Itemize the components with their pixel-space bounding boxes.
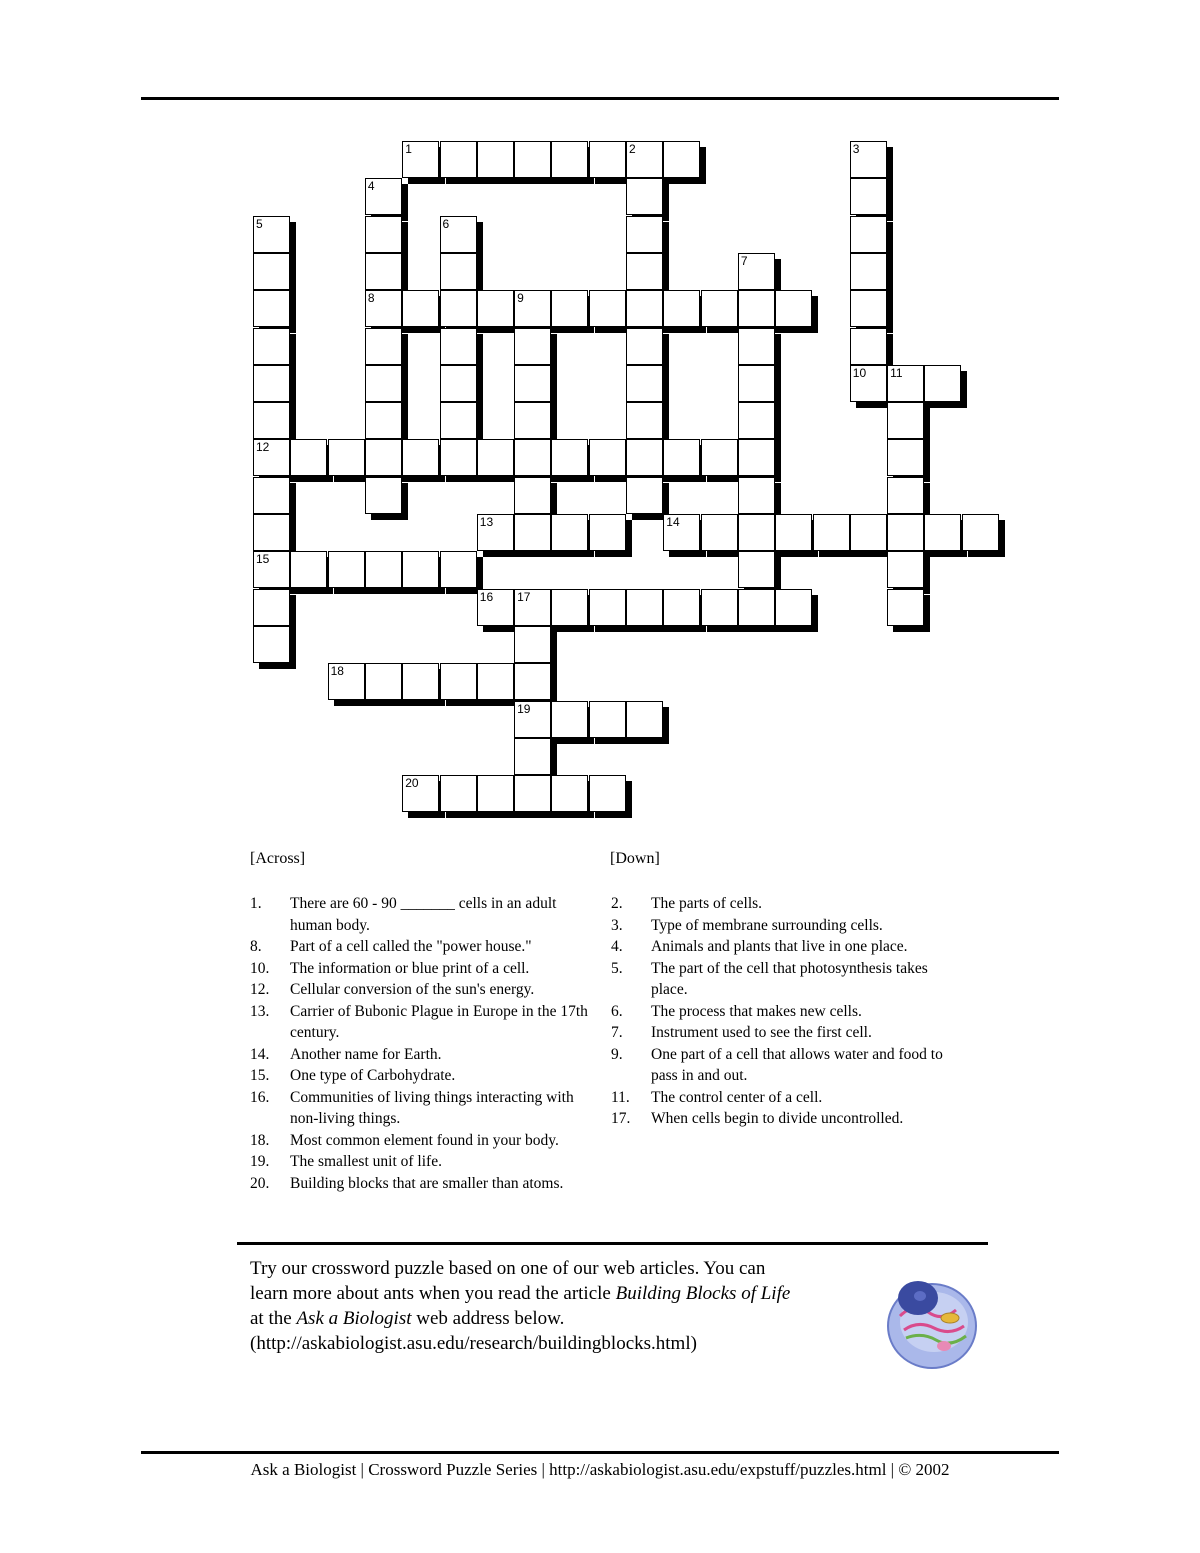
clue-item	[250, 1151, 590, 1173]
crossword-cell[interactable]	[365, 402, 402, 439]
crossword-cell[interactable]	[924, 514, 961, 551]
clue-item	[611, 1087, 961, 1109]
crossword-cell[interactable]	[551, 439, 588, 476]
clue-item	[250, 1130, 590, 1152]
crossword-cell[interactable]	[850, 290, 887, 327]
crossword-cell[interactable]	[440, 253, 477, 290]
clue-item	[611, 893, 961, 915]
crossword-cell[interactable]	[290, 439, 327, 476]
down-heading: [Down]	[610, 850, 660, 867]
crossword-cell[interactable]	[850, 141, 887, 178]
crossword-cell[interactable]	[887, 365, 924, 402]
crossword-cell[interactable]	[514, 701, 551, 738]
crossword-cell[interactable]	[887, 514, 924, 551]
clue-item	[611, 1001, 961, 1023]
clue-number: 15	[256, 552, 270, 567]
crossword-cell[interactable]	[663, 290, 700, 327]
clue-text: Most common element found in your body.	[290, 1131, 559, 1149]
promo-line-2: learn more about ants when you read the article Building Blocks of Life	[250, 1283, 791, 1304]
crossword-cell[interactable]	[589, 775, 626, 812]
clue-num: 12.	[250, 981, 270, 998]
crossword-cell[interactable]	[514, 439, 551, 476]
clue-item	[250, 1087, 590, 1130]
crossword-cell[interactable]	[738, 514, 775, 551]
crossword-cell[interactable]	[440, 290, 477, 327]
crossword-cell[interactable]	[850, 514, 887, 551]
crossword-cell[interactable]	[626, 253, 663, 290]
crossword-cell[interactable]	[626, 365, 663, 402]
clue-text: Communities of living things interacting with non-living things.	[290, 1088, 574, 1127]
bottom-rule	[141, 1451, 1059, 1454]
crossword-cell[interactable]	[738, 290, 775, 327]
crossword-cell[interactable]	[663, 439, 700, 476]
clue-text: The parts of cells.	[651, 895, 763, 912]
clue-num: 11.	[611, 1088, 630, 1106]
clue-text: One part of a cell that allows water and food to pass in and out.	[651, 1045, 943, 1084]
crossword-cell[interactable]	[850, 178, 887, 215]
clue-number: 17	[517, 589, 531, 604]
crossword-cell[interactable]	[738, 551, 775, 588]
clue-text: When cells begin to divide uncontrolled.	[651, 1110, 904, 1127]
crossword-cell[interactable]	[365, 477, 402, 514]
clue-text: The smallest unit of life.	[290, 1153, 442, 1170]
clue-number: 18	[330, 664, 344, 679]
page-footer: Ask a Biologist | Crossword Puzzle Series | http://askabiologist.asu.edu/expstuff/puzzles.html | © 2002	[250, 1460, 950, 1479]
crossword-cell[interactable]	[626, 589, 663, 626]
clue-num: 3.	[611, 916, 623, 934]
crossword-cell[interactable]	[589, 589, 626, 626]
crossword-cell[interactable]	[440, 328, 477, 365]
crossword-cell[interactable]	[589, 290, 626, 327]
clue-number: 16	[479, 589, 494, 604]
clue-text: Animals and plants that live in one place.	[651, 938, 908, 955]
crossword-cell[interactable]	[365, 439, 402, 476]
clue-text: Building blocks that are smaller than atoms.	[290, 1174, 564, 1192]
crossword-cell[interactable]	[738, 477, 775, 514]
crossword-cell[interactable]	[477, 663, 514, 700]
clue-num: 14.	[250, 1045, 270, 1063]
crossword-cell[interactable]	[663, 141, 700, 178]
crossword-cell[interactable]	[402, 775, 439, 812]
crossword-cell[interactable]	[551, 514, 588, 551]
crossword-cell[interactable]	[440, 775, 477, 812]
crossword-cell[interactable]	[626, 216, 663, 253]
crossword-cell[interactable]	[738, 253, 775, 290]
clue-number: 10	[852, 365, 867, 380]
crossword-cell[interactable]	[775, 589, 812, 626]
clue-number: 1	[405, 142, 412, 156]
crossword-cell[interactable]	[253, 328, 290, 365]
clue-number: 9	[517, 291, 524, 306]
clue-number: 19	[517, 701, 531, 716]
clue-num: 7.	[611, 1024, 623, 1041]
crossword-cell[interactable]	[813, 514, 850, 551]
crossword-cell[interactable]	[626, 701, 663, 738]
clue-item	[250, 1173, 590, 1195]
clue-item	[250, 1065, 590, 1087]
clue-num: 10.	[250, 959, 270, 977]
crossword-cell[interactable]	[738, 439, 775, 476]
crossword-cell[interactable]	[440, 439, 477, 476]
crossword-cell[interactable]	[738, 328, 775, 365]
crossword-cell[interactable]	[887, 439, 924, 476]
promo-text	[250, 1256, 890, 1356]
crossword-cell[interactable]	[402, 290, 439, 327]
crossword-cell[interactable]	[850, 328, 887, 365]
clue-num: 5.	[611, 959, 623, 977]
crossword-cell[interactable]	[589, 439, 626, 476]
crossword-cell[interactable]	[663, 514, 700, 551]
crossword-cell[interactable]	[514, 477, 551, 514]
crossword-cell[interactable]	[253, 551, 290, 588]
crossword-cell[interactable]	[962, 514, 999, 551]
crossword-cell[interactable]	[365, 290, 402, 327]
crossword-cell[interactable]	[440, 663, 477, 700]
crossword-cell[interactable]	[477, 514, 514, 551]
crossword-cell[interactable]	[589, 514, 626, 551]
crossword-cell[interactable]	[253, 439, 290, 476]
clue-item	[611, 958, 961, 1001]
crossword-cell[interactable]	[924, 365, 961, 402]
clue-number: 5	[256, 216, 263, 231]
clue-item	[611, 936, 961, 958]
crossword-cell[interactable]	[440, 551, 477, 588]
crossword-cell[interactable]	[477, 439, 514, 476]
crossword-cell[interactable]	[551, 589, 588, 626]
clue-text: The part of the cell that photosynthesis takes place.	[651, 959, 928, 998]
clue-item	[611, 915, 961, 937]
clue-item	[250, 979, 590, 1001]
crossword-cell[interactable]	[514, 738, 551, 775]
promo-line-1: Try our crossword puzzle based on one of our web articles. You can	[250, 1258, 766, 1279]
crossword-cell[interactable]	[626, 477, 663, 514]
clue-item	[611, 1022, 961, 1044]
crossword-cell[interactable]	[402, 141, 439, 178]
crossword-cell[interactable]	[514, 775, 551, 812]
clue-number: 14	[666, 515, 680, 529]
crossword-cell[interactable]	[365, 178, 402, 215]
crossword-cell[interactable]	[328, 551, 365, 588]
crossword-cell[interactable]	[477, 589, 514, 626]
clue-item	[250, 936, 590, 958]
crossword-cell[interactable]	[365, 253, 402, 290]
clue-item	[611, 1044, 961, 1087]
crossword-cell[interactable]	[328, 663, 365, 700]
clue-num: 1.	[250, 895, 262, 912]
clue-text: Cellular conversion of the sun's energy.	[290, 981, 535, 998]
crossword-cell[interactable]	[626, 328, 663, 365]
crossword-cell[interactable]	[477, 141, 514, 178]
crossword-cell[interactable]	[514, 141, 551, 178]
crossword-cell[interactable]	[514, 365, 551, 402]
crossword-cell[interactable]	[253, 402, 290, 439]
crossword-cell[interactable]	[514, 402, 551, 439]
crossword-cell[interactable]	[402, 551, 439, 588]
crossword-cell[interactable]	[626, 290, 663, 327]
crossword-cell[interactable]	[626, 439, 663, 476]
nucleolus	[914, 1291, 926, 1301]
clue-number: 6	[442, 216, 450, 231]
clue-text: Instrument used to see the first cell.	[651, 1024, 872, 1041]
crossword-cell[interactable]	[738, 402, 775, 439]
clue-number: 8	[367, 291, 375, 306]
clue-number: 20	[405, 776, 419, 791]
clue-num: 15.	[250, 1067, 270, 1084]
crossword-cell[interactable]	[253, 626, 290, 663]
down-clue-list	[611, 893, 961, 1130]
crossword-cell[interactable]	[365, 328, 402, 365]
crossword-cell[interactable]	[775, 290, 812, 327]
crossword-cell[interactable]	[477, 775, 514, 812]
crossword-cell[interactable]	[589, 701, 626, 738]
clue-number: 2	[629, 142, 636, 156]
crossword-cell[interactable]	[253, 365, 290, 402]
crossword-cell[interactable]	[253, 589, 290, 626]
across-clue-list	[250, 893, 590, 1194]
clue-num: 8.	[250, 938, 262, 955]
crossword-cell[interactable]	[514, 589, 551, 626]
clue-item	[250, 1001, 590, 1044]
promo-line-3: at the Ask a Biologist web address below.	[250, 1308, 565, 1329]
clue-text: Another name for Earth.	[290, 1045, 442, 1063]
crossword-cell[interactable]	[701, 439, 738, 476]
crossword-cell[interactable]	[253, 477, 290, 514]
clue-item	[250, 1044, 590, 1066]
crossword-cell[interactable]	[663, 589, 700, 626]
crossword-cell[interactable]	[775, 514, 812, 551]
clue-text: Part of a cell called the "power house."	[290, 938, 532, 955]
crossword-cell[interactable]	[514, 663, 551, 700]
crossword-cell[interactable]	[551, 141, 588, 178]
clue-number: 3	[852, 142, 860, 156]
mitochondrion	[941, 1313, 959, 1323]
clue-num: 18.	[250, 1131, 270, 1149]
clue-text: The information or blue print of a cell.	[290, 959, 530, 977]
crossword-cell[interactable]	[701, 589, 738, 626]
crossword-cell[interactable]	[887, 551, 924, 588]
promo-divider	[237, 1242, 988, 1245]
article-url[interactable]: (http://askabiologist.asu.edu/research/buildingblocks.html)	[250, 1333, 697, 1354]
crossword-cell[interactable]	[738, 365, 775, 402]
clue-number: 13	[479, 515, 494, 529]
clue-text: There are 60 - 90 _______ cells in an adult human body.	[290, 895, 557, 934]
clue-number: 7	[740, 253, 748, 268]
crossword-cell[interactable]	[440, 402, 477, 439]
crossword-cell[interactable]	[738, 589, 775, 626]
crossword-cell[interactable]	[365, 365, 402, 402]
clue-num: 4.	[611, 938, 623, 955]
crossword-cell[interactable]	[365, 663, 402, 700]
crossword-cell[interactable]	[514, 328, 551, 365]
crossword-cell[interactable]	[402, 439, 439, 476]
clue-number: 11	[890, 365, 903, 380]
crossword-cell[interactable]	[253, 253, 290, 290]
clue-num: 13.	[250, 1002, 270, 1020]
clue-num: 19.	[250, 1153, 270, 1170]
crossword-cell[interactable]	[477, 290, 514, 327]
crossword-cell[interactable]	[850, 253, 887, 290]
clue-num: 2.	[611, 895, 623, 912]
crossword-cell[interactable]	[253, 290, 290, 327]
crossword-cell[interactable]	[440, 141, 477, 178]
crossword-cell[interactable]	[887, 589, 924, 626]
crossword-cell[interactable]	[514, 514, 551, 551]
crossword-cell[interactable]	[440, 365, 477, 402]
crossword-cell[interactable]	[701, 290, 738, 327]
clue-number: 4	[367, 179, 375, 194]
clue-text: The control center of a cell.	[651, 1088, 823, 1106]
clue-text: The process that makes new cells.	[651, 1002, 862, 1020]
crossword-cell[interactable]	[328, 439, 365, 476]
site-name: Ask a Biologist	[296, 1308, 412, 1329]
crossword-cell[interactable]	[402, 663, 439, 700]
across-heading: [Across]	[250, 850, 306, 867]
crossword-cell[interactable]	[514, 626, 551, 663]
crossword-cell[interactable]	[626, 141, 663, 178]
crossword-cell[interactable]	[440, 216, 477, 253]
crossword-cell[interactable]	[626, 178, 663, 215]
crossword-cell[interactable]	[365, 216, 402, 253]
clue-item	[250, 893, 590, 936]
clue-num: 9.	[611, 1045, 623, 1063]
crossword-cell[interactable]	[589, 141, 626, 178]
crossword-cell[interactable]	[551, 775, 588, 812]
clue-number: 12	[256, 440, 270, 455]
crossword-cell[interactable]	[551, 701, 588, 738]
crossword-cell[interactable]	[850, 216, 887, 253]
crossword-cell[interactable]	[701, 514, 738, 551]
clue-num: 16.	[250, 1088, 270, 1106]
crossword-cell[interactable]	[253, 216, 290, 253]
clue-text: Type of membrane surrounding cells.	[651, 916, 883, 934]
crossword-cell[interactable]	[290, 551, 327, 588]
vacuole	[937, 1341, 951, 1351]
clue-num: 6.	[611, 1002, 623, 1020]
animal-cell-illustration	[884, 1272, 980, 1372]
crossword-cell[interactable]	[887, 477, 924, 514]
article-title[interactable]: Building Blocks of Life	[615, 1283, 791, 1304]
crossword-cell[interactable]	[887, 402, 924, 439]
crossword-cell[interactable]	[365, 551, 402, 588]
crossword-cell[interactable]	[850, 365, 887, 402]
crossword-cell[interactable]	[551, 290, 588, 327]
clue-num: 17.	[611, 1110, 631, 1127]
clue-item	[611, 1108, 961, 1130]
crossword-cell[interactable]	[626, 402, 663, 439]
crossword-cell[interactable]	[514, 290, 551, 327]
clue-text: Carrier of Bubonic Plague in Europe in the 17th century.	[290, 1002, 588, 1041]
clue-item	[250, 958, 590, 980]
crossword-cell[interactable]	[253, 514, 290, 551]
clue-num: 20.	[250, 1174, 270, 1192]
clue-text: One type of Carbohydrate.	[290, 1067, 456, 1084]
